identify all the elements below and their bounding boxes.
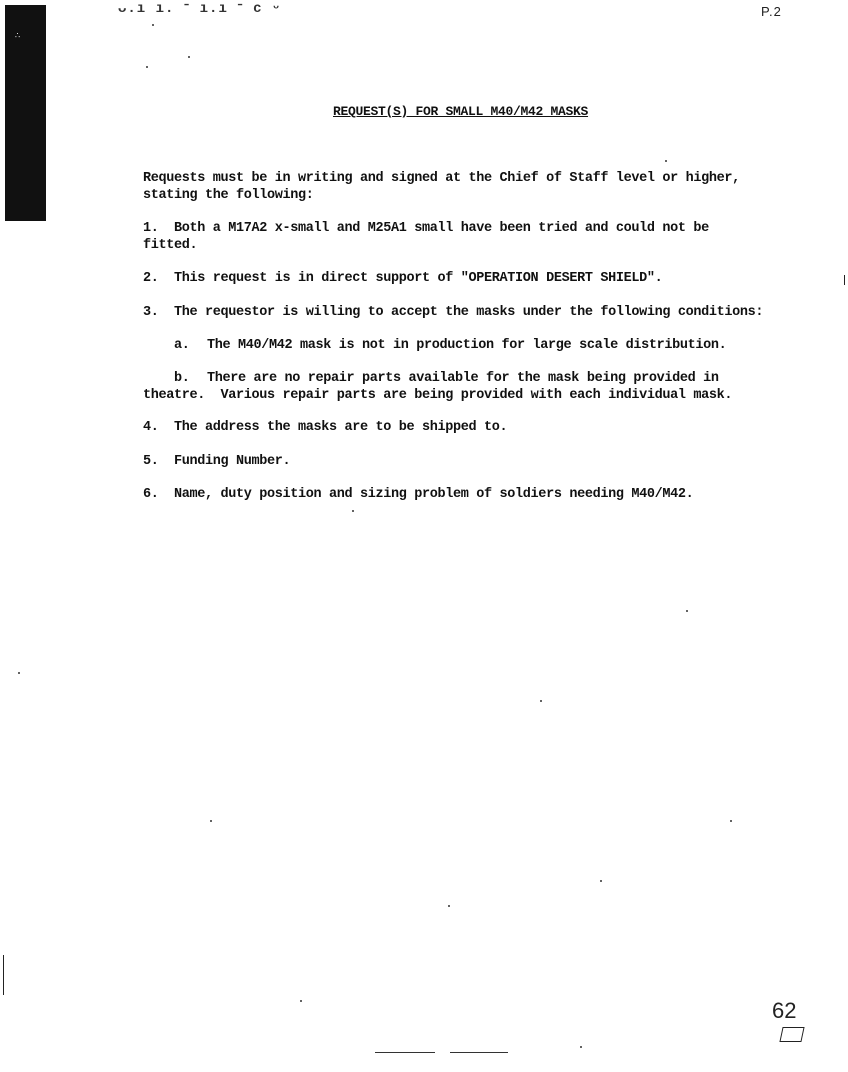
condition-text: There are no repair parts available for the mask being provided in [207,371,719,386]
intro-line-2: stating the following: [143,188,314,203]
item-number: 3. [143,305,159,320]
item-text: Name, duty position and sizing problem of soldiers needing M40/M42. [174,487,694,502]
scan-speck [730,820,732,822]
edge-speck: ∴ [15,31,21,40]
scan-speck [540,700,542,702]
fax-header-residue: ᴗ.ı ı. ᐨ ı.ı ᐨ ᴄ ᵕ [118,1,282,17]
list-item-1 [143,220,709,254]
scan-edge-bar [5,5,46,221]
scan-speck [665,160,667,162]
item-text-continued: fitted. [143,238,198,253]
intro-paragraph [143,170,740,204]
list-item-5 [143,453,290,470]
scan-artifact-rule [375,1052,435,1053]
intro-line-1: Requests must be in writing and signed at the Chief of Staff level or higher, [143,171,740,186]
scan-speck [210,820,212,822]
item-number: 4. [143,420,159,435]
list-item-2 [143,270,662,287]
item-number: 6. [143,487,159,502]
list-item-6 [143,486,693,503]
scan-speck [686,610,688,612]
page-number: 62 [772,998,797,1023]
condition-a [174,337,726,354]
scan-edge-line [844,275,845,285]
scan-artifact-rule [450,1052,508,1053]
scan-speck [352,510,354,512]
scan-speck [600,880,602,882]
scan-speck [448,905,450,907]
item-number: 2. [143,271,159,286]
page-label: P.2 [761,4,782,19]
item-number: 1. [143,221,159,236]
list-item-4 [143,419,507,436]
item-text: This request is in direct support of "OPERATION DESERT SHIELD". [174,271,663,286]
item-number: 5. [143,454,159,469]
item-text: The address the masks are to be shipped to. [174,420,508,435]
condition-text-continued: theatre. Various repair parts are being provided with each individual mask. [143,388,733,403]
scan-speck [188,56,190,58]
condition-b [143,370,732,404]
item-text: The requestor is willing to accept the masks under the following conditions: [174,305,764,320]
scan-speck [300,1000,302,1002]
list-item-3 [143,304,763,321]
scan-speck [152,24,154,26]
handwritten-mark [779,1027,804,1042]
condition-letter: b. [174,371,190,386]
condition-letter: a. [174,338,190,353]
scan-speck [580,1046,582,1048]
item-text: Funding Number. [174,454,291,469]
scan-edge-line [3,955,4,995]
scan-speck [18,672,20,674]
scan-speck [146,66,148,68]
document-title: REQUEST(S) FOR SMALL M40/M42 MASKS [333,104,589,119]
condition-text: The M40/M42 mask is not in production for large scale distribution. [207,338,727,353]
item-text: Both a M17A2 x-small and M25A1 small have been tried and could not be [174,221,709,236]
